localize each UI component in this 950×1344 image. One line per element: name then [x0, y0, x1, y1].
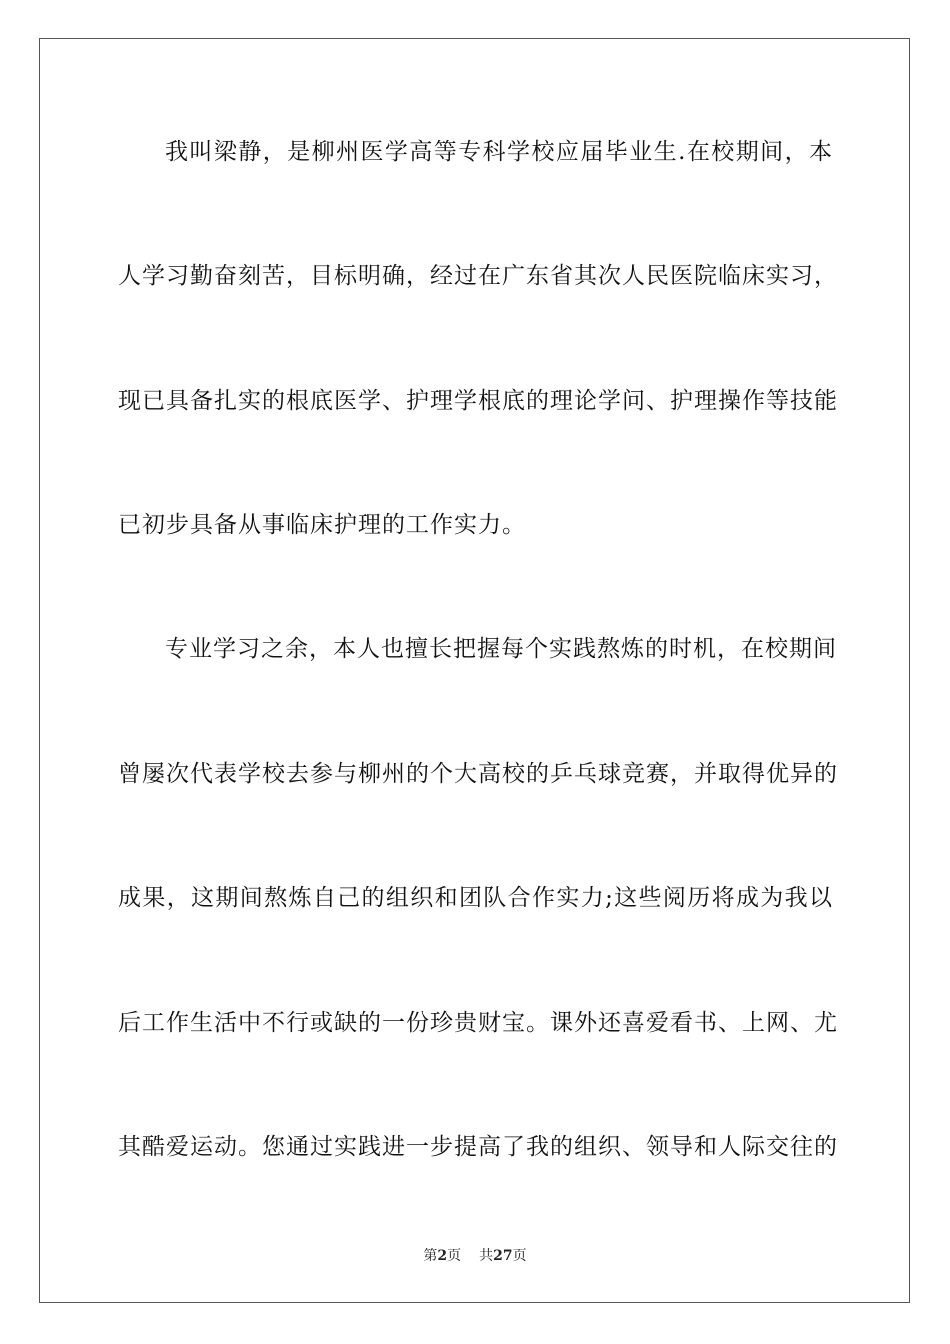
page-prefix: 第	[423, 1248, 438, 1264]
page-frame	[39, 38, 910, 1303]
page-number: 2	[437, 1248, 448, 1264]
total-suffix: 页	[512, 1248, 527, 1264]
text-line: 现已具备扎实的根底医学、护理学根底的理论学问、护理操作等技能	[118, 388, 838, 414]
text-line: 我叫梁静，是柳州医学高等专科学校应届毕业生.在校期间，本	[165, 139, 833, 165]
text-line: 曾屡次代表学校去参与柳州的个大高校的乒乓球竞赛，并取得优异的	[118, 761, 838, 787]
text-line: 其酷爱运动。您通过实践进一步提高了我的组织、领导和人际交往的	[118, 1134, 838, 1160]
page-footer	[0, 1247, 950, 1265]
text-line: 已初步具备从事临床护理的工作实力。	[118, 512, 526, 538]
text-line: 专业学习之余，本人也擅长把握每个实践熬炼的时机，在校期间	[165, 636, 837, 662]
total-pages: 27	[493, 1248, 513, 1264]
page-suffix: 页	[447, 1248, 462, 1264]
total-prefix: 共	[479, 1248, 494, 1264]
text-line: 成果，这期间熬炼自己的组织和团队合作实力;这些阅历将成为我以	[118, 885, 833, 911]
text-line: 后工作生活中不行或缺的一份珍贵财宝。课外还喜爱看书、上网、尤	[118, 1010, 838, 1036]
text-line: 人学习勤奋刻苦，目标明确，经过在广东省其次人民医院临床实习，	[118, 263, 838, 289]
